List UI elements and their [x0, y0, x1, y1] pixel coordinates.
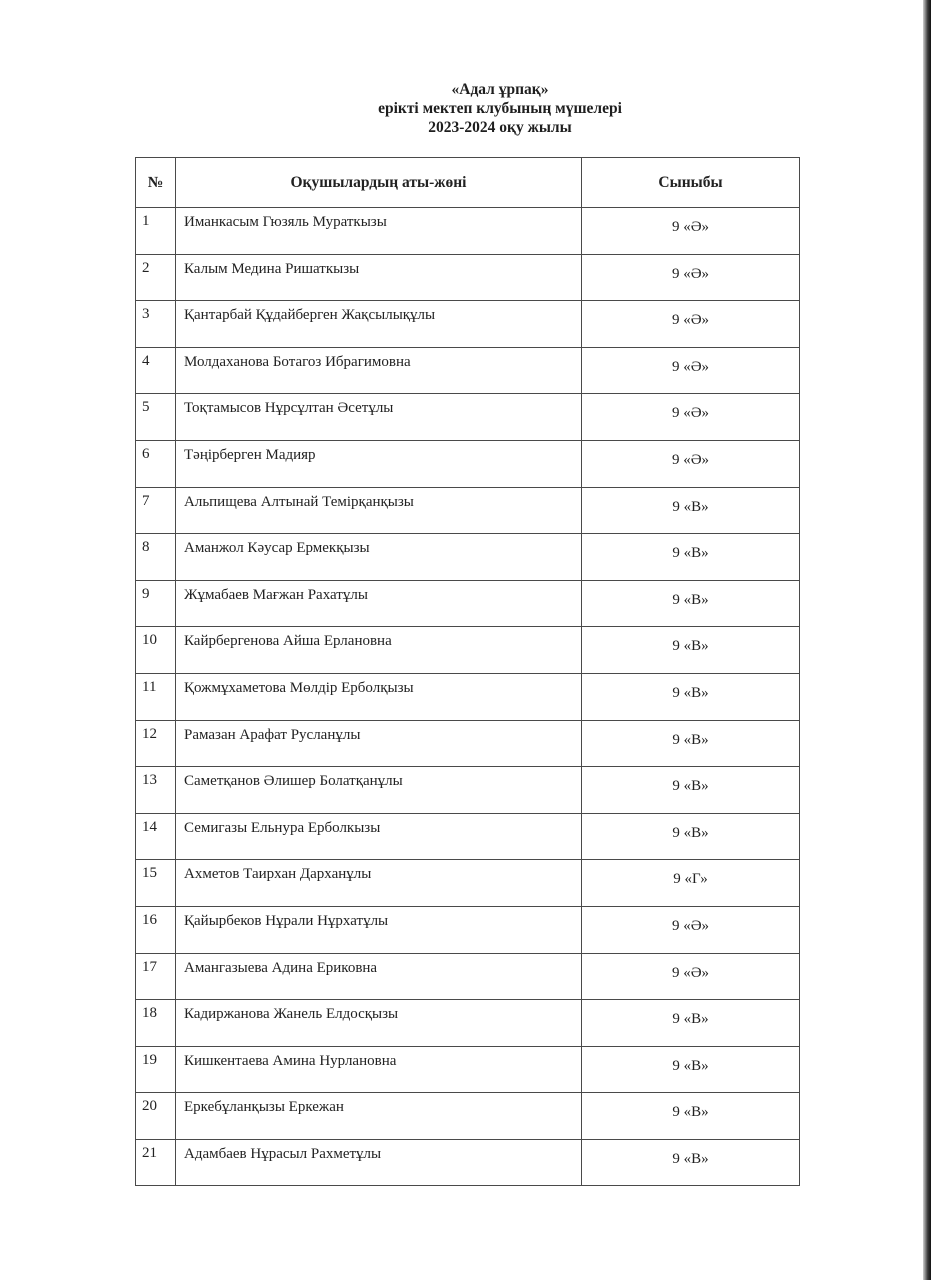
table-row	[136, 813, 800, 860]
student-grade: 9 «Ә»	[582, 254, 800, 301]
header-name: Оқушылардың аты-жөні	[176, 158, 582, 208]
row-number: 16	[136, 906, 176, 953]
table-row	[136, 720, 800, 767]
student-grade: 9 «В»	[582, 1000, 800, 1047]
student-grade: 9 «Ә»	[582, 440, 800, 487]
student-grade: 9 «В»	[582, 487, 800, 534]
student-grade: 9 «В»	[582, 720, 800, 767]
table-row	[136, 906, 800, 953]
student-grade: 9 «В»	[582, 673, 800, 720]
student-grade: 9 «Ә»	[582, 906, 800, 953]
student-name: Қожмұхаметова Мөлдір Ерболқызы	[176, 673, 582, 720]
student-name: Тоқтамысов Нұрсұлтан Әсетұлы	[176, 394, 582, 441]
table-header-row	[136, 158, 800, 208]
row-number: 4	[136, 347, 176, 394]
student-name: Кишкентаева Амина Нурлановна	[176, 1046, 582, 1093]
student-name: Еркебұланқызы Еркежан	[176, 1093, 582, 1140]
student-name: Тәңірберген Мадияр	[176, 440, 582, 487]
table-row	[136, 767, 800, 814]
row-number: 14	[136, 813, 176, 860]
student-name: Калым Медина Ришаткызы	[176, 254, 582, 301]
student-grade: 9 «Ә»	[582, 394, 800, 441]
student-grade: 9 «Ә»	[582, 347, 800, 394]
student-name: Жұмабаев Мағжан Рахатұлы	[176, 580, 582, 627]
table-row	[136, 1139, 800, 1186]
school-year: 2023-2024 оқу жылы	[428, 119, 572, 136]
student-name: Рамазан Арафат Русланұлы	[176, 720, 582, 767]
club-subtitle: ерікті мектеп клубының мүшелері	[378, 100, 622, 117]
student-name: Қайырбеков Нұрали Нұрхатұлы	[176, 906, 582, 953]
row-number: 1	[136, 208, 176, 255]
student-grade: 9 «В»	[582, 1046, 800, 1093]
row-number: 12	[136, 720, 176, 767]
header-number: №	[136, 158, 176, 208]
student-name: Адамбаев Нұрасыл Рахметұлы	[176, 1139, 582, 1186]
document-title	[0, 80, 931, 137]
row-number: 9	[136, 580, 176, 627]
table-row	[136, 627, 800, 674]
student-name: Саметқанов Әлишер Болатқанұлы	[176, 767, 582, 814]
student-grade: 9 «В»	[582, 1093, 800, 1140]
row-number: 7	[136, 487, 176, 534]
table-row	[136, 860, 800, 907]
row-number: 2	[136, 254, 176, 301]
student-grade: 9 «Ә»	[582, 953, 800, 1000]
table-row	[136, 580, 800, 627]
student-grade: 9 «В»	[582, 534, 800, 581]
student-name: Молдаханова Ботагоз Ибрагимовна	[176, 347, 582, 394]
table-row	[136, 953, 800, 1000]
student-name: Амангазыева Адина Ериковна	[176, 953, 582, 1000]
student-grade: 9 «Ә»	[582, 301, 800, 348]
row-number: 20	[136, 1093, 176, 1140]
student-name: Ахметов Таирхан Дарханұлы	[176, 860, 582, 907]
student-name: Семигазы Ельнура Ерболкызы	[176, 813, 582, 860]
student-name: Кадиржанова Жанель Елдосқызы	[176, 1000, 582, 1047]
student-name: Альпищева Алтынай Темірқанқызы	[176, 487, 582, 534]
row-number: 11	[136, 673, 176, 720]
table-row	[136, 440, 800, 487]
table-row	[136, 673, 800, 720]
student-grade: 9 «В»	[582, 1139, 800, 1186]
table-row	[136, 208, 800, 255]
row-number: 21	[136, 1139, 176, 1186]
row-number: 3	[136, 301, 176, 348]
row-number: 13	[136, 767, 176, 814]
row-number: 5	[136, 394, 176, 441]
row-number: 15	[136, 860, 176, 907]
table-row	[136, 1000, 800, 1047]
student-grade: 9 «В»	[582, 813, 800, 860]
student-name: Кайрбергенова Айша Ерлановна	[176, 627, 582, 674]
table-row	[136, 534, 800, 581]
table-row	[136, 1046, 800, 1093]
header-grade: Сыныбы	[582, 158, 800, 208]
row-number: 10	[136, 627, 176, 674]
table-row	[136, 254, 800, 301]
table-row	[136, 394, 800, 441]
row-number: 8	[136, 534, 176, 581]
table-row	[136, 347, 800, 394]
student-name: Аманжол Кәусар Ермекқызы	[176, 534, 582, 581]
table-row	[136, 1093, 800, 1140]
student-grade: 9 «Ә»	[582, 208, 800, 255]
table-row	[136, 487, 800, 534]
student-grade: 9 «В»	[582, 580, 800, 627]
club-name: «Адал ұрпақ»	[451, 81, 549, 98]
row-number: 18	[136, 1000, 176, 1047]
table-row	[136, 301, 800, 348]
student-grade: 9 «В»	[582, 627, 800, 674]
student-grade: 9 «В»	[582, 767, 800, 814]
student-grade: 9 «Г»	[582, 860, 800, 907]
row-number: 6	[136, 440, 176, 487]
row-number: 17	[136, 953, 176, 1000]
row-number: 19	[136, 1046, 176, 1093]
student-name: Қантарбай Құдайберген Жақсылықұлы	[176, 301, 582, 348]
student-name: Иманкасым Гюзяль Мураткызы	[176, 208, 582, 255]
scan-page-edge	[923, 0, 931, 1280]
members-table	[135, 157, 800, 1186]
